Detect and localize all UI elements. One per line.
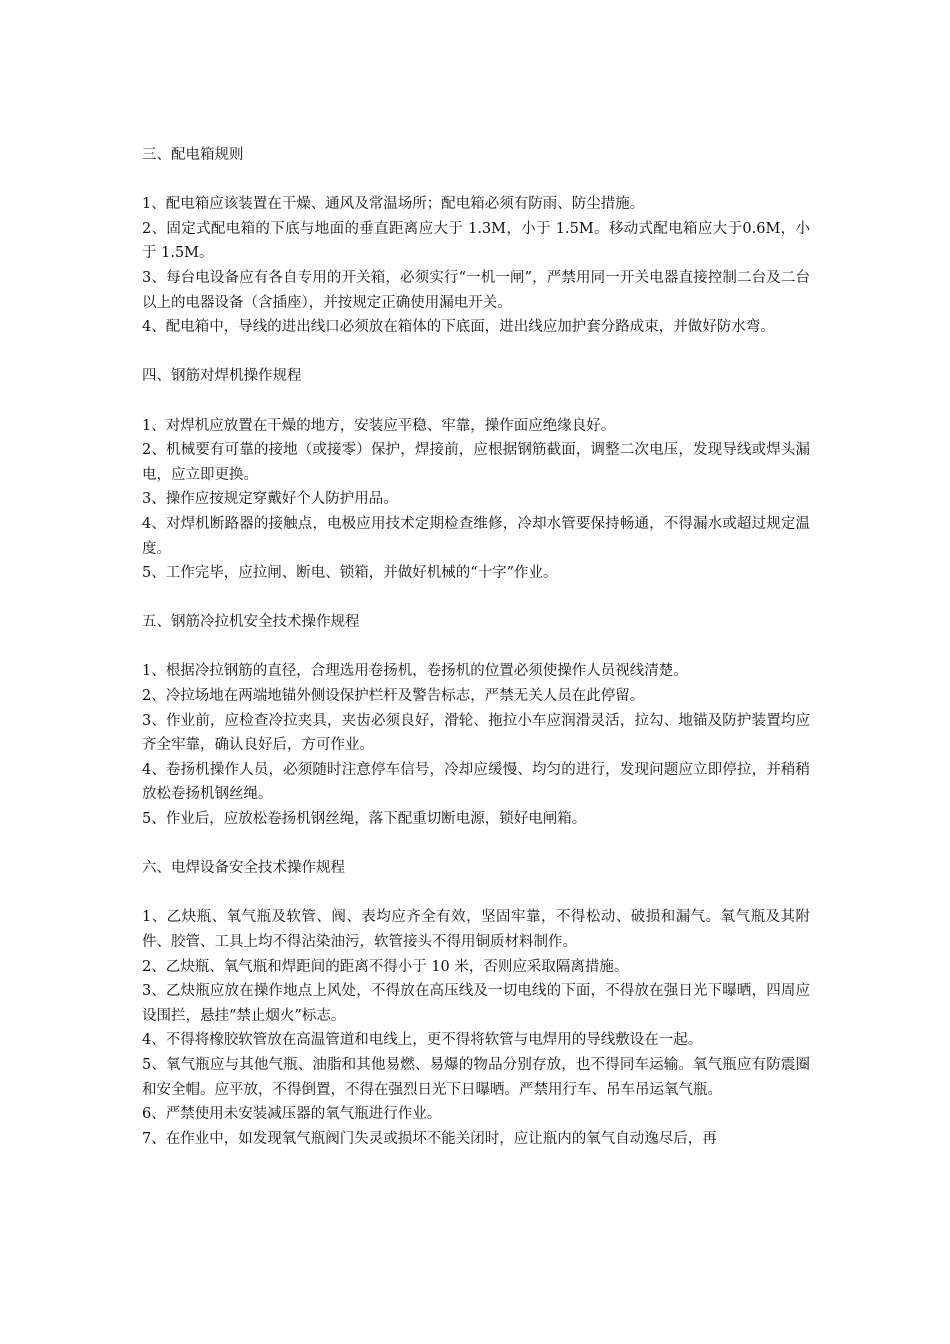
- rule-item: 1、根据冷拉钢筋的直径，合理选用卷扬机，卷扬机的位置必须使操作人员视线清楚。: [142, 663, 688, 680]
- rule-item: 5、工作完毕，应拉闸、断电、锁箱，并做好机械的“十字”作业。: [142, 565, 558, 582]
- rule-list: [142, 659, 810, 831]
- rule-item: 4、对焊机断路器的接触点，电极应用技术定期检查维修，冷却水管要保持畅通，不得漏水或超过规定温度。: [142, 515, 810, 557]
- section-welding-equipment-rules: [142, 856, 810, 1151]
- rule-item: 4、卷扬机操作人员，必须随时注意停车信号，冷却应缓慢、均匀的进行，发现问题应立即停拉，并稍稍放松卷扬机钢丝绳。: [142, 761, 810, 803]
- rule-item: 4、配电箱中，导线的进出线口必须放在箱体的下底面，进出线应加护套分路成束，并做好防水弯。: [142, 319, 775, 336]
- rule-item: 2、机械要有可靠的接地（或接零）保护，焊接前，应根据钢筋截面，调整二次电压，发现导线或焊头漏电，应立即更换。: [142, 442, 810, 483]
- section-title: 三、配电箱规则: [142, 147, 244, 163]
- rule-item: 2、固定式配电箱的下底与地面的垂直距离应大于 1.3M，小于 1.5M。移动式配电箱应大于0.6M，小于 1.5M。: [142, 220, 810, 262]
- rule-item: 1、乙炔瓶、氧气瓶及软管、阀、表均应齐全有效，坚固牢靠，不得松动、破损和漏气。氧气瓶及其附件、胶管、工具上均不得沾染油污，软管接头不得用铜质材料制作。: [142, 909, 810, 950]
- rule-item: 3、乙炔瓶应放在操作地点上风处，不得放在高压线及一切电线的下面，不得放在强日光下曝晒，四周应设围拦，悬挂“禁止烟火”标志。: [142, 983, 810, 1024]
- rule-item: 3、每台电设备应有各自专用的开关箱，必须实行“一机一闸”，严禁用同一开关电器直接控制二台及二台以上的电器设备（含插座），并按规定正确使用漏电开关。: [142, 269, 810, 311]
- document-body: [142, 143, 810, 1176]
- rule-item: 1、对焊机应放置在干燥的地方，安装应平稳、牢靠，操作面应绝缘良好。: [142, 417, 616, 434]
- rule-item: 7、在作业中，如发现氧气瓶阀门失灵或损坏不能关闭时，应让瓶内的氧气自动逸尽后，再: [142, 1130, 717, 1147]
- rule-item: 2、冷拉场地在两端地锚外侧设保护栏杆及警告标志，严禁无关人员在此停留。: [142, 688, 645, 705]
- rule-item: 5、氧气瓶应与其他气瓶、油脂和其他易燃、易爆的物品分别存放，也不得同车运输。氧气瓶应有防震圈和安全帽。应平放，不得倒置，不得在强烈日光下日曝晒。严禁用行车、吊车吊运氧气瓶。: [142, 1056, 810, 1098]
- rule-item: 5、作业后，应放松卷扬机钢丝绳，落下配重切断电源，锁好电闸箱。: [142, 811, 587, 828]
- rule-list: [142, 192, 810, 340]
- rule-item: 4、不得将橡胶软管放在高温管道和电线上，更不得将软管与电焊用的导线敷设在一起。: [142, 1032, 703, 1049]
- section-butt-welder-rules: [142, 364, 810, 585]
- rule-list: [142, 905, 810, 1151]
- rule-item: 2、乙炔瓶、氧气瓶和焊距间的距离不得小于 10 米，否则应采取隔离措施。: [142, 958, 629, 975]
- section-title: 五、钢筋冷拉机安全技术操作规程: [142, 614, 360, 631]
- section-title: 四、钢筋对焊机操作规程: [142, 368, 302, 385]
- rule-item: 3、作业前，应检查冷拉夹具，夹齿必须良好，滑轮、拖拉小车应润滑灵活，拉勾、地锚及防护装置均应齐全牢靠，确认良好后，方可作业。: [142, 712, 810, 754]
- section-distribution-box-rules: [142, 143, 810, 340]
- section-title: 六、电焊设备安全技术操作规程: [142, 860, 345, 877]
- rule-item: 6、严禁使用未安装减压器的氧气瓶进行作业。: [142, 1106, 442, 1123]
- section-cold-drawing-rules: [142, 610, 810, 831]
- rule-item: 1、配电箱应该装置在干燥、通风及常温场所；配电箱必须有防雨、防尘措施。: [142, 196, 645, 213]
- rule-item: 3、操作应按规定穿戴好个人防护用品。: [142, 491, 398, 508]
- rule-list: [142, 414, 810, 586]
